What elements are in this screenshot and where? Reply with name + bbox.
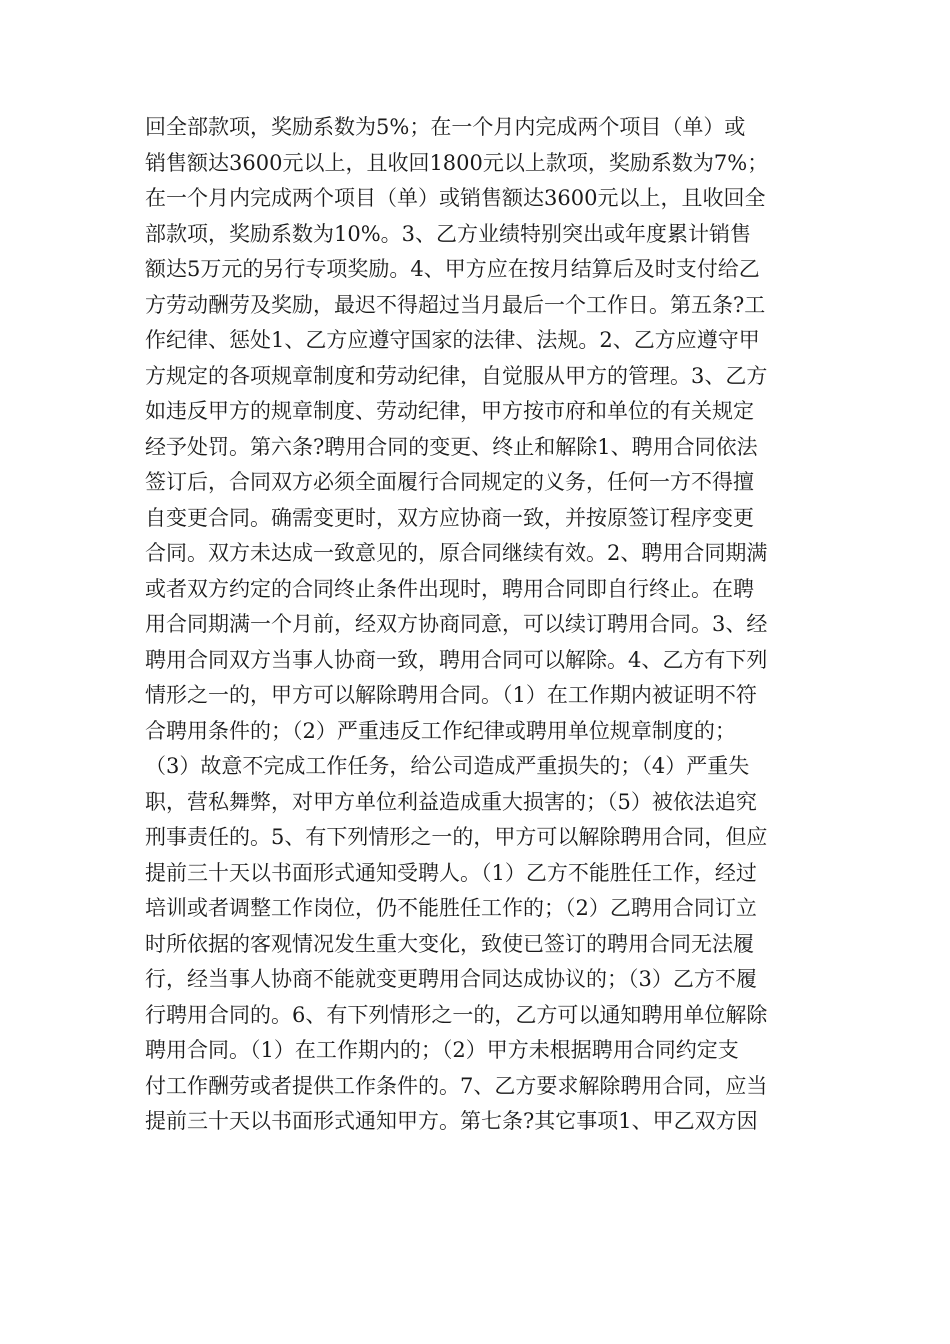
text-line: 刑事责任的。5、有下列情形之一的，甲方可以解除聘用合同，但应	[145, 825, 768, 849]
text-line: 或者双方约定的合同终止条件出现时，聘用合同即自行终止。在聘	[145, 576, 754, 601]
text-line: 销售额达3600元以上，且收回1800元以上款项，奖励系数为7%；	[145, 150, 769, 175]
text-line: 额达5万元的另行专项奖励。4、甲方应在按月结算后及时支付给乙	[145, 257, 760, 281]
text-line: 职，营私舞弊，对甲方单位利益造成重大损害的；（5）被依法追究	[145, 789, 757, 814]
text-line: 如违反甲方的规章制度、劳动纪律，甲方按市府和单位的有关规定	[145, 399, 754, 423]
text-line: 方规定的各项规章制度和劳动纪律，自觉服从甲方的管理。3、乙方	[145, 363, 768, 388]
text-line: 付工作酬劳或者提供工作条件的。7、乙方要求解除聘用合同，应当	[145, 1073, 768, 1098]
text-line: 合聘用条件的；（2）严重违反工作纪律或聘用单位规章制度的；	[145, 718, 736, 743]
text-line: 用合同期满一个月前，经双方协商同意，可以续订聘用合同。3、经	[145, 612, 768, 636]
text-line: 情形之一的，甲方可以解除聘用合同。（1）在工作期内被证明不符	[145, 683, 757, 707]
text-line: 培训或者调整工作岗位，仍不能胜任工作的；（2）乙聘用合同订立	[145, 896, 757, 920]
text-line: 方劳动酬劳及奖励，最迟不得超过当月最后一个工作日。第五条?工	[145, 292, 766, 317]
text-line: 在一个月内完成两个项目（单）或销售额达3600元以上，且收回全	[145, 186, 766, 210]
text-line: 提前三十天以书面形式通知甲方。第七条?其它事项1、甲乙双方因	[145, 1109, 758, 1133]
text-line: 时所依据的客观情况发生重大变化，致使已签订的聘用合同无法履	[145, 931, 754, 956]
text-line: 行聘用合同的。6、有下列情形之一的，乙方可以通知聘用单位解除	[145, 1002, 768, 1027]
contract-body-text	[145, 110, 815, 1140]
text-line: 回全部款项，奖励系数为5%；在一个月内完成两个项目（单）或	[145, 115, 746, 139]
text-line: 经予处罚。第六条?聘用合同的变更、终止和解除1、聘用合同依法	[145, 434, 758, 459]
text-line: （3）故意不完成工作任务，给公司造成严重损失的；（4）严重失	[145, 754, 750, 778]
text-line: 提前三十天以书面形式通知受聘人。（1）乙方不能胜任工作，经过	[145, 860, 757, 885]
text-line: 聘用合同双方当事人协商一致，聘用合同可以解除。4、乙方有下列	[145, 647, 768, 672]
text-line: 作纪律、惩处1、乙方应遵守国家的法律、法规。2、乙方应遵守甲	[145, 328, 760, 352]
text-line: 聘用合同。（1）在工作期内的；（2）甲方未根据聘用合同约定支	[145, 1038, 739, 1062]
text-line: 行，经当事人协商不能就变更聘用合同达成协议的；（3）乙方不履	[145, 967, 757, 991]
text-line: 部款项，奖励系数为10%。3、乙方业绩特别突出或年度累计销售	[145, 221, 752, 246]
text-line: 签订后，合同双方必须全面履行合同规定的义务，任何一方不得擅	[145, 470, 754, 494]
text-line: 自变更合同。确需变更时，双方应协商一致，并按原签订程序变更	[145, 505, 754, 530]
text-line: 合同。双方未达成一致意见的，原合同继续有效。2、聘用合同期满	[145, 541, 768, 565]
